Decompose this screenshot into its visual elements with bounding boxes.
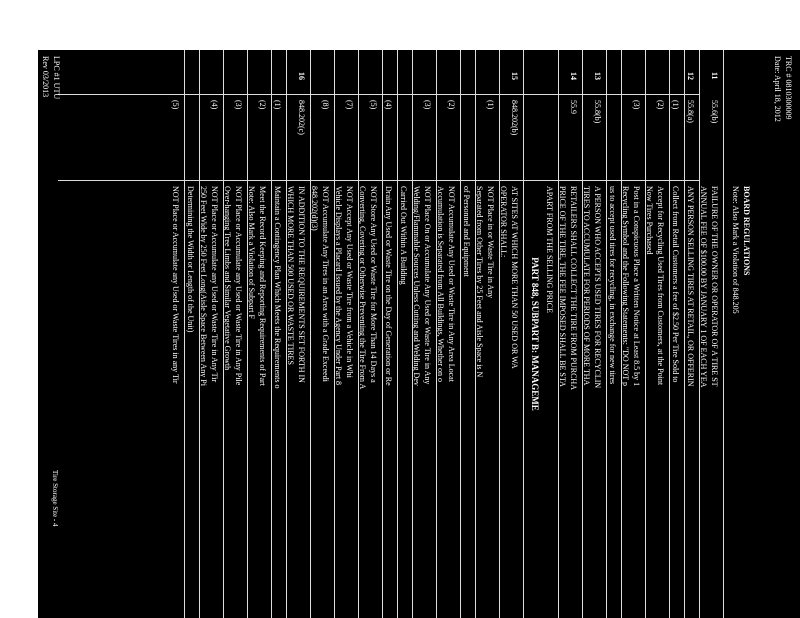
row-text — [620, 186, 642, 386]
row-number: 15 — [510, 72, 519, 80]
row-text-line: NOT Accumulate Any Tires in an Area with a Grade Exceedi — [321, 186, 330, 382]
trc-number: TRC # 0810300009 — [784, 56, 793, 120]
table-row — [199, 50, 224, 618]
row-text-line: Accumulation is Separated from All Buildings, Whether on o — [436, 186, 445, 383]
row-text — [185, 186, 196, 332]
row-number: 14 — [569, 72, 578, 80]
row-text-line: NOT Accumulate Any Used or Waste Tire in Any Area Locat — [447, 186, 456, 382]
row-text — [498, 186, 520, 369]
table-row — [558, 50, 583, 618]
row-text-line: Collect from Retail Customers a fee of $2.50 Per Tire Sold to — [671, 186, 680, 383]
row-text — [411, 186, 433, 386]
row-text-line: Welding/Flammable Sources Unless Cutting and Welding Dev — [412, 186, 421, 386]
row-number: 12 — [686, 72, 695, 80]
table-row — [382, 50, 398, 618]
table-row — [358, 50, 383, 618]
row-text-line: of Personnel and Equipment — [462, 186, 471, 277]
row-citation: (3) — [423, 100, 432, 110]
row-text-line: WHICH MORE THAN 500 USED OR WASTE TIRES — [286, 186, 295, 365]
table-row — [286, 50, 311, 618]
row-citation: 55.8(b) — [593, 100, 602, 124]
row-citation: (1) — [671, 100, 680, 110]
table-row — [543, 50, 559, 618]
table-row — [499, 50, 524, 618]
row-text-line: NOT Place or Accumulate any Used or Waste Tires in any Tir — [171, 186, 180, 384]
table-row — [669, 50, 685, 618]
column-divider — [58, 180, 700, 181]
row-text-line: TIRES TO ACCUMULATE FOR PERIODS OF MORE THA — [582, 186, 591, 386]
row-text — [333, 186, 355, 385]
row-citation: (3) — [234, 100, 243, 110]
row-text — [198, 186, 220, 386]
row-citation: (2) — [258, 100, 267, 110]
rotated-document — [38, 50, 800, 618]
row-text — [383, 186, 394, 386]
row-number: 13 — [593, 72, 602, 80]
row-citation: (2) — [656, 100, 665, 110]
row-text-line: Recycling Symbol and the Following Statements: "DO NOT p — [621, 186, 630, 386]
row-text-line: Converting, Covering or Otherwise Preventing the Tire From A — [358, 186, 367, 390]
row-text-line: Post in a Conspicuous Place a Written Notice at Least 8.5 by 1 — [632, 186, 641, 387]
row-text-line: PRICE OF THE TIRE, THE FEE IMPOSED SHALL BE STA — [558, 186, 567, 387]
table-row — [606, 50, 622, 618]
table-row — [412, 50, 437, 618]
column-divider — [58, 94, 700, 95]
row-citation: 55.6(b) — [710, 100, 719, 124]
page-note: Tire Storage Site - 4 — [51, 470, 59, 527]
row-citation: 848.202(b) — [510, 100, 519, 136]
table-row — [223, 50, 248, 618]
row-text-line: NOT Place On or Accumulate Any Used or Waste Tire in Any — [423, 186, 432, 385]
row-citation: (5) — [369, 100, 378, 110]
row-text-line: A PERSON WHO ACCEPTS USED TIRES FOR RECYCLIN — [593, 186, 602, 389]
row-text-line: Over-hanging Tree Limbs and Similar Vegetative Growth — [223, 186, 232, 371]
table-row — [645, 50, 670, 618]
row-text — [544, 186, 555, 313]
row-citation: (1) — [273, 100, 282, 110]
part-heading: PART 848, SUBPART B: MANAGEME — [530, 257, 540, 411]
table-row — [184, 50, 200, 618]
board-title: BOARD REGULATIONS — [742, 186, 751, 276]
document-header — [772, 56, 794, 122]
row-text — [272, 186, 283, 388]
table-row — [582, 50, 607, 618]
row-text-line: NOT Place in or Waste Tire in Any — [486, 186, 495, 299]
row-citation: 55.8(a) — [686, 100, 695, 123]
row-text — [698, 186, 720, 388]
row-text-line: ANNUAL FEE OF $100.00 BY JANUARY 1 OF EACH YEA — [699, 186, 708, 388]
row-text-line: RETAILERS SHALL COLLECT THE TIRE FROM PURCHA — [569, 186, 578, 390]
row-text-line: Carried Out Within A Building — [399, 186, 408, 285]
table-row — [271, 50, 287, 618]
row-text — [644, 186, 666, 385]
row-text-line: us to accept used tires for recycling, in exchange for new tires — [608, 186, 617, 385]
row-text-line: Accept for Recycling Used Tires from Customers, at the Point — [656, 186, 665, 386]
row-citation: (3) — [632, 100, 641, 110]
row-citation: (8) — [321, 100, 330, 110]
row-citation: (7) — [345, 100, 354, 110]
row-text — [474, 186, 496, 377]
row-text — [607, 186, 618, 384]
row-text-line: FAILURE OF THE OWNER OR OPERATOR OF A TIRE ST — [710, 186, 719, 387]
row-text-line: ANY PERSON SELLING TIRES AT RETAIL, OR OFFERIN — [686, 186, 695, 387]
row-text — [357, 186, 379, 389]
row-text — [581, 186, 603, 388]
form-code: LPC #1 UTU — [52, 56, 61, 100]
table-row — [169, 50, 185, 618]
table-row — [334, 50, 359, 618]
row-text-line: Drain Any Used or Waste Tire on the Day of Generation or Re — [384, 186, 393, 386]
board-regulations-heading — [730, 186, 752, 314]
inspection-date: Date: April 18, 2012 — [773, 56, 782, 122]
row-text-line: Meet the Record Keeping and Reporting Requirements of Part — [258, 186, 267, 386]
table-row — [699, 50, 724, 618]
row-text-line: Separated from Other Tires by 25 Feet and Aisle Space is N — [475, 186, 484, 378]
row-citation: 55.9 — [569, 100, 578, 114]
table-row — [475, 50, 500, 618]
table-row — [397, 50, 413, 618]
row-citation: (4) — [384, 100, 393, 110]
row-text — [398, 186, 409, 285]
row-number: 11 — [710, 72, 719, 80]
row-number: 16 — [297, 72, 306, 80]
row-text-line: Now Tires Purchased — [645, 186, 654, 255]
row-text-line: APART FROM THE SELLING PRICE — [545, 186, 554, 313]
document-footer — [40, 56, 62, 99]
row-text-line: Determining the Width or Length of the Unit) — [186, 186, 195, 333]
row-text-line: AT SITES AT WHICH MORE THAN 50 USED OR WA — [510, 186, 519, 369]
row-text — [246, 186, 268, 386]
row-text-line: Vehicle Displays a Placard Issued by the Agency Under Part 8 — [334, 186, 343, 386]
row-text — [222, 186, 244, 385]
table-row — [247, 50, 272, 618]
row-text — [170, 186, 181, 383]
row-text-line: 848.202(d)(3) — [310, 186, 319, 231]
row-citation: (2) — [447, 100, 456, 110]
scanned-page — [38, 50, 800, 618]
row-citation: (4) — [210, 100, 219, 110]
revision: Rev 03/2013 — [41, 56, 50, 98]
row-citation: (5) — [171, 100, 180, 110]
table-row — [460, 50, 476, 618]
row-text-line: Note: Also Mark a Violation of Subpart F — [247, 186, 256, 319]
row-text-line: IN ADDITION TO THE REQUIREMENTS SET FORTH IN — [297, 186, 306, 383]
table-row — [684, 50, 700, 618]
row-text-line: 250 Feet Wide by 250 Feet Long(Aisle Space Between Any Pi — [199, 186, 208, 386]
row-text-line: NOT Place or Accumulate any Used or Waste Tire in Any Tir — [210, 186, 219, 383]
row-text — [670, 186, 681, 382]
row-text — [435, 186, 457, 382]
table-row — [310, 50, 335, 618]
row-text-line: Maintain a Contingency Plan Which Meets the Requirements o — [273, 186, 282, 389]
row-text-line: OPERATOR SHALL: — [499, 186, 508, 258]
row-text — [285, 186, 307, 383]
board-note: Note: Also Mark a Violation of 848.205 — [731, 186, 740, 314]
row-text — [557, 186, 579, 390]
row-text-line: NOT Place or Accumulate any Used or Waste Tire in Any Pile — [234, 186, 243, 386]
row-text — [309, 186, 331, 382]
row-citation: (1) — [486, 100, 495, 110]
row-citation: 848.202(c) — [297, 100, 306, 135]
row-text — [461, 186, 472, 277]
table-row — [621, 50, 646, 618]
row-text-line: NOT Store Any Used or Waste Tire for More Than 14 Days a — [369, 186, 378, 383]
row-text-line: NOT Accept Any Used or Waste Tire from a Vehicle in Whi — [345, 186, 354, 378]
table-row — [436, 50, 461, 618]
row-text — [685, 186, 696, 387]
